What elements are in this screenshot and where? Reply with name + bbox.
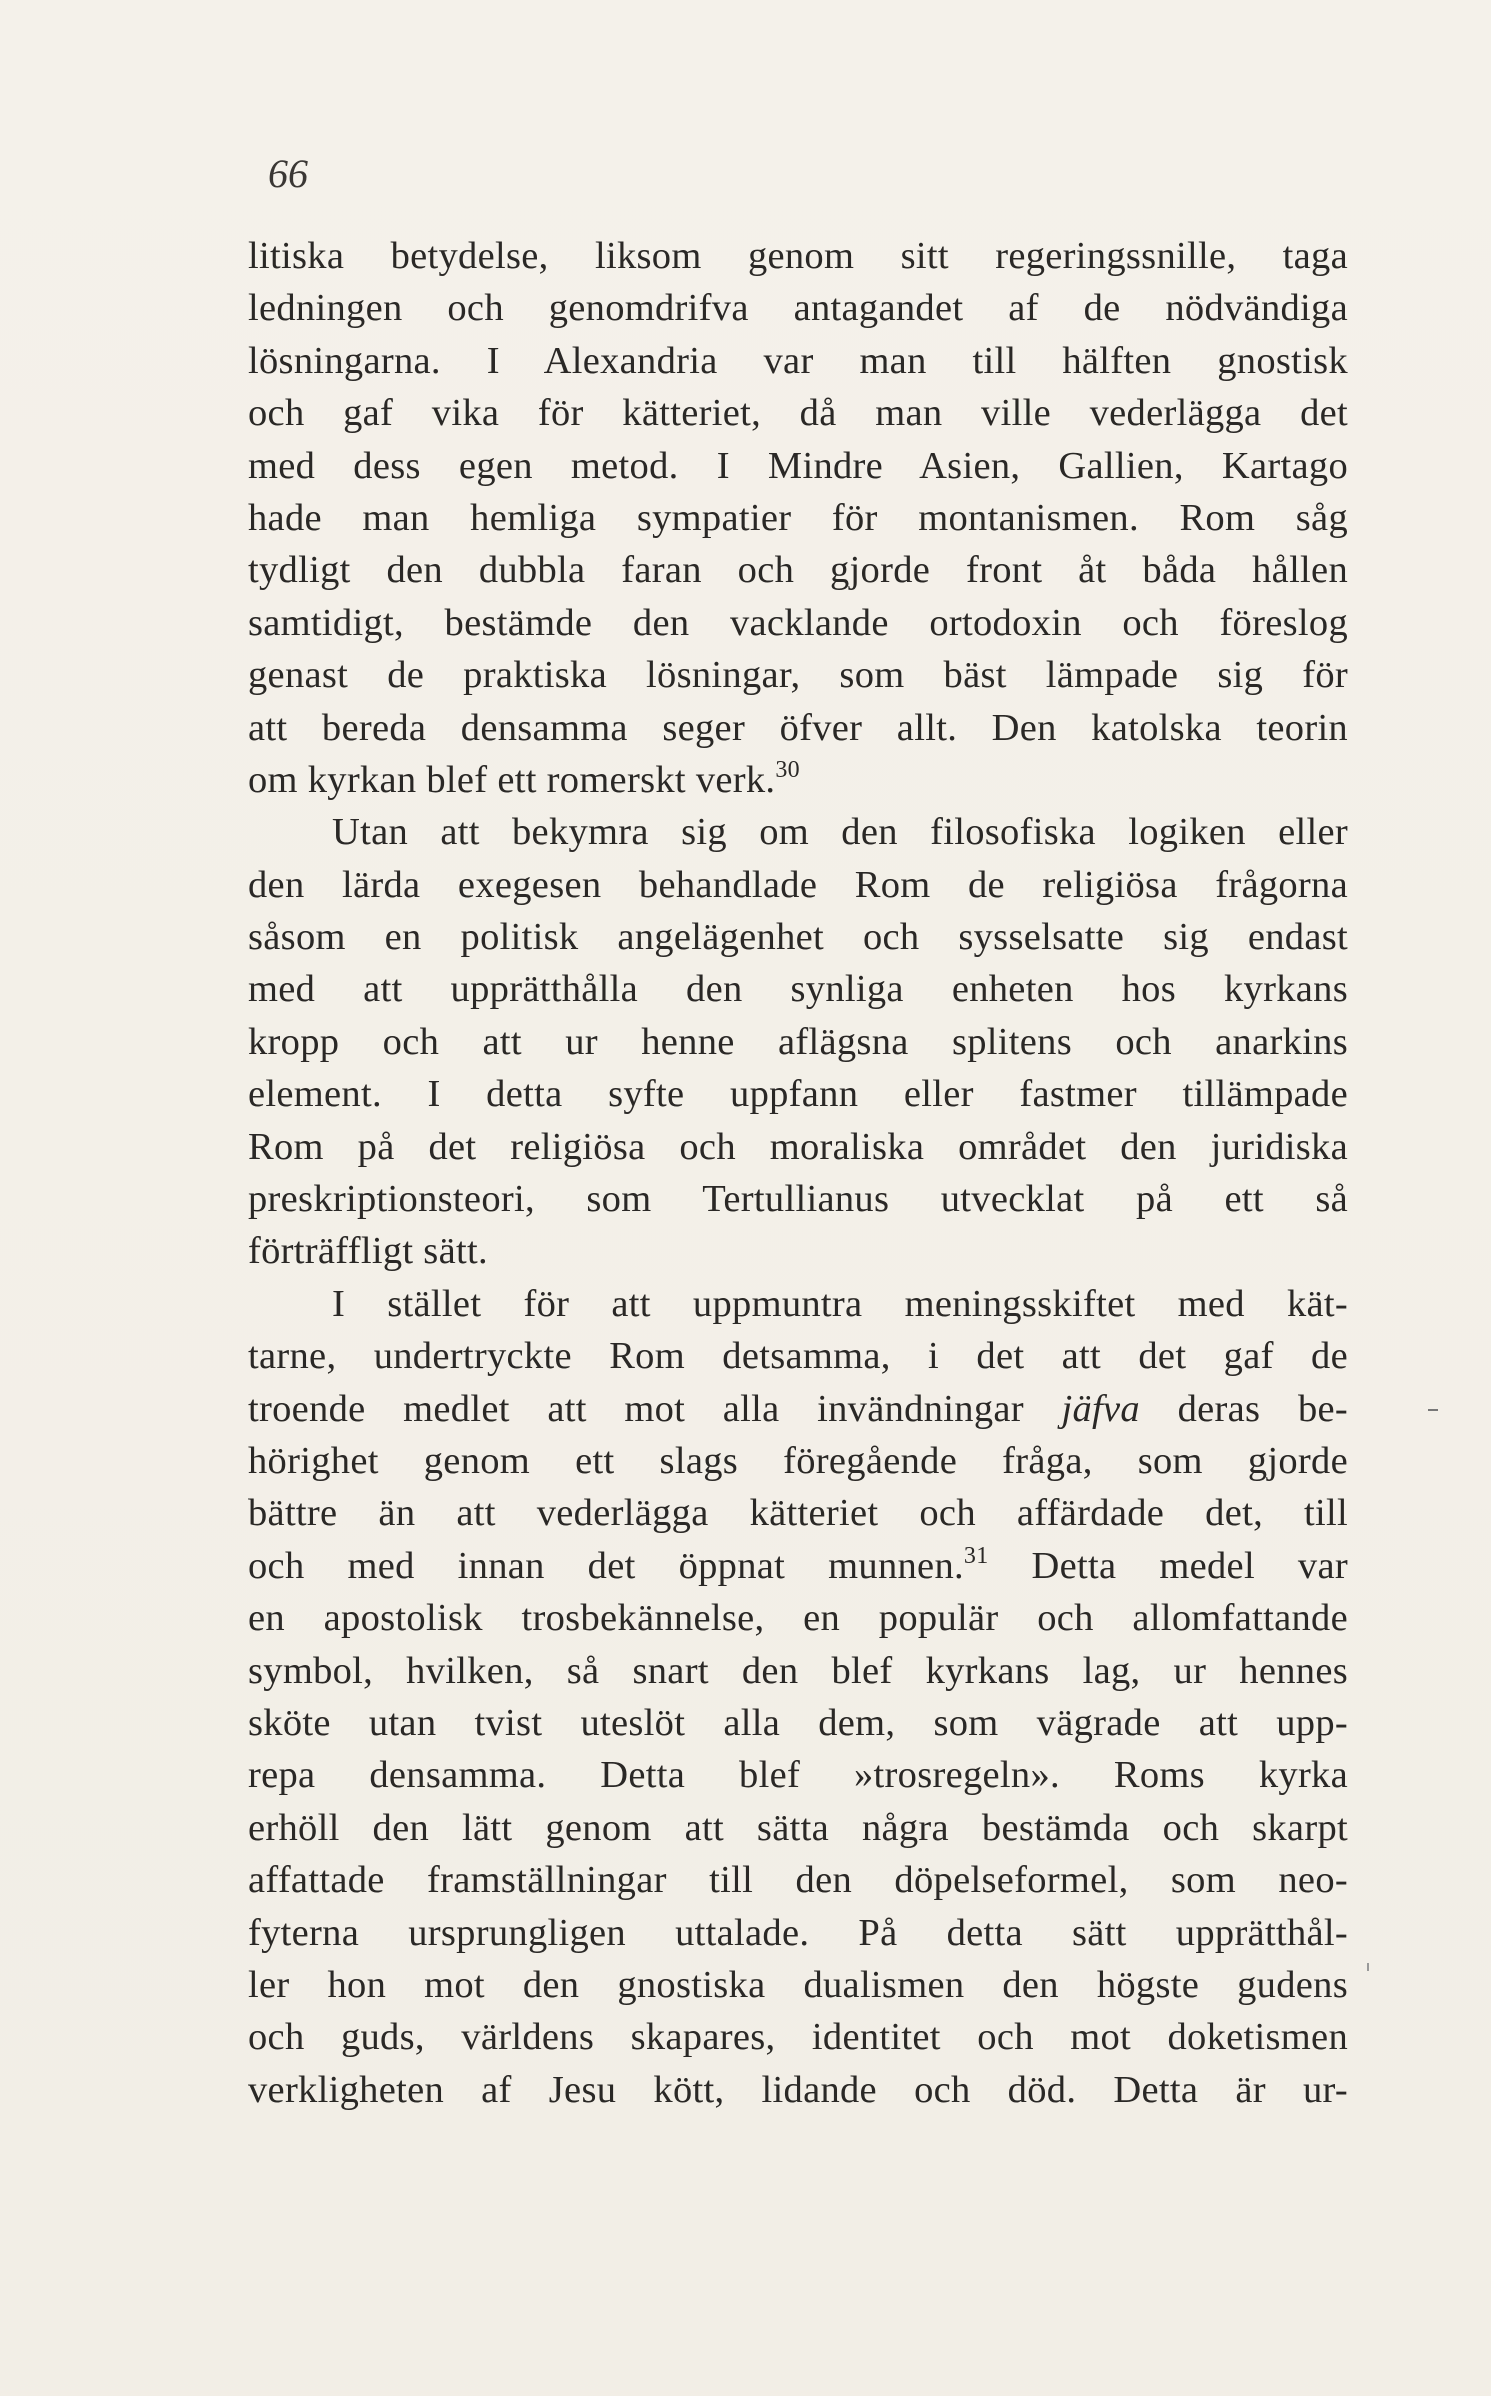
text-line xyxy=(248,806,1348,858)
line-text: kropp och att ur henne aflägsna splitens och anarkins xyxy=(248,1020,1348,1063)
italic-word: jäfva xyxy=(1061,1387,1140,1430)
line-text: samtidigt, bestämde den vacklande ortodoxin och föreslog xyxy=(248,601,1348,644)
text-line xyxy=(248,1854,1348,1906)
line-text: verkligheten af Jesu kött, lidande och död. Detta är ur- xyxy=(248,2068,1348,2111)
line-text: och gaf vika för kätteriet, då man ville vederlägga det xyxy=(248,392,1348,435)
text-line xyxy=(248,492,1348,544)
text-line xyxy=(248,754,1348,806)
line-text: ler hon mot den gnostiska dualismen den högste gudens xyxy=(248,1963,1348,2006)
text-line xyxy=(248,1278,1348,1330)
line-text: att bereda densamma seger öfver allt. Den katolska teorin xyxy=(248,706,1348,749)
text-line xyxy=(248,963,1348,1015)
footnote-reference: 30 xyxy=(775,756,800,783)
body-text xyxy=(248,230,1348,2116)
text-line xyxy=(248,649,1348,701)
line-text: erhöll den lätt genom att sätta några bestämda och skarpt xyxy=(248,1806,1348,1849)
line-text: troende medlet att mot alla invändningar xyxy=(248,1387,1062,1430)
text-line xyxy=(248,859,1348,911)
text-line xyxy=(248,1749,1348,1801)
text-line xyxy=(248,1225,1348,1277)
line-text: och guds, världens skapares, identitet och mot doketismen xyxy=(248,2016,1348,2059)
text-line xyxy=(248,1330,1348,1382)
line-text: sköte utan tvist uteslöt alla dem, som vägrade att upp- xyxy=(248,1701,1348,1744)
margin-mark xyxy=(1428,1409,1438,1411)
line-text: om kyrkan blef ett romerskt verk. xyxy=(248,758,776,801)
line-text: bättre än att vederlägga kätteriet och affärdade det, till xyxy=(248,1492,1348,1535)
line-text: med att upprätthålla den synliga enheten hos kyrkans xyxy=(248,968,1348,1011)
line-text: en apostolisk trosbekännelse, en populär och allomfattande xyxy=(248,1597,1348,1640)
text-line xyxy=(248,2064,1348,2116)
line-text: med dess egen metod. I Mindre Asien, Gallien, Kartago xyxy=(248,444,1348,487)
line-text: symbol, hvilken, så snart den blef kyrkans lag, ur hennes xyxy=(248,1649,1348,1692)
text-line xyxy=(248,1016,1348,1068)
text-line xyxy=(248,230,1348,282)
text-line xyxy=(248,282,1348,334)
page-number: 66 xyxy=(268,151,308,196)
text-line xyxy=(248,1121,1348,1173)
line-text: fyterna ursprungligen uttalade. På detta sätt upprätthål- xyxy=(248,1911,1348,1954)
text-line xyxy=(248,1802,1348,1854)
text-line xyxy=(248,1592,1348,1644)
text-line xyxy=(248,597,1348,649)
text-line xyxy=(248,1697,1348,1749)
line-text: Rom på det religiösa och moraliska området den juridiska xyxy=(248,1125,1348,1168)
line-text: Utan att bekymra sig om den filosofiska logiken eller xyxy=(332,811,1348,854)
line-text: och med innan det öppnat munnen. xyxy=(248,1544,964,1587)
text-line xyxy=(248,1435,1348,1487)
line-text: litiska betydelse, liksom genom sitt regeringssnille, taga xyxy=(248,235,1348,277)
line-text: element. I detta syfte uppfann eller fastmer tillämpade xyxy=(248,1073,1348,1116)
text-line xyxy=(248,440,1348,492)
line-text: preskriptionsteori, som Tertullianus utvecklat på ett så xyxy=(248,1178,1348,1221)
text-line xyxy=(248,1645,1348,1697)
line-text: I stället för att uppmuntra meningsskiftet med kät- xyxy=(332,1282,1348,1325)
text-line xyxy=(248,911,1348,963)
text-line xyxy=(248,702,1348,754)
line-text: förträffligt sätt. xyxy=(248,1230,488,1273)
line-text: ledningen och genomdrifva antagandet af de nödvändiga xyxy=(248,287,1348,330)
margin-mark xyxy=(1367,1963,1369,1971)
line-text: deras be- xyxy=(1139,1387,1349,1430)
footnote-reference: 31 xyxy=(963,1542,989,1569)
line-text: lösningarna. I Alexandria var man till hälften gnostisk xyxy=(248,339,1348,382)
text-line xyxy=(248,1173,1348,1225)
line-text: Detta medel var xyxy=(988,1544,1348,1587)
line-text: hade man hemliga sympatier för montanismen. Rom såg xyxy=(248,496,1348,539)
line-text: den lärda exegesen behandlade Rom de religiösa frågorna xyxy=(248,863,1348,906)
text-line xyxy=(248,544,1348,596)
line-text: tydligt den dubbla faran och gjorde front åt båda hållen xyxy=(248,549,1348,592)
line-text: affattade framställningar till den döpelseformel, som neo- xyxy=(248,1859,1348,1902)
line-text: genast de praktiska lösningar, som bäst lämpade sig för xyxy=(248,654,1348,697)
text-line xyxy=(248,1959,1348,2011)
text-line xyxy=(248,387,1348,439)
text-line xyxy=(248,1383,1348,1435)
line-text: såsom en politisk angelägenhet och sysselsatte sig endast xyxy=(248,916,1348,959)
text-line xyxy=(248,1540,1348,1592)
line-text: repa densamma. Detta blef »trosregeln». Roms kyrka xyxy=(248,1754,1348,1797)
text-line xyxy=(248,2011,1348,2063)
text-line xyxy=(248,335,1348,387)
line-text: hörighet genom ett slags föregående fråga, som gjorde xyxy=(248,1439,1348,1482)
text-line xyxy=(248,1487,1348,1539)
text-line xyxy=(248,1068,1348,1120)
line-text: tarne, undertryckte Rom detsamma, i det att det gaf de xyxy=(248,1335,1348,1378)
text-line xyxy=(248,1907,1348,1959)
